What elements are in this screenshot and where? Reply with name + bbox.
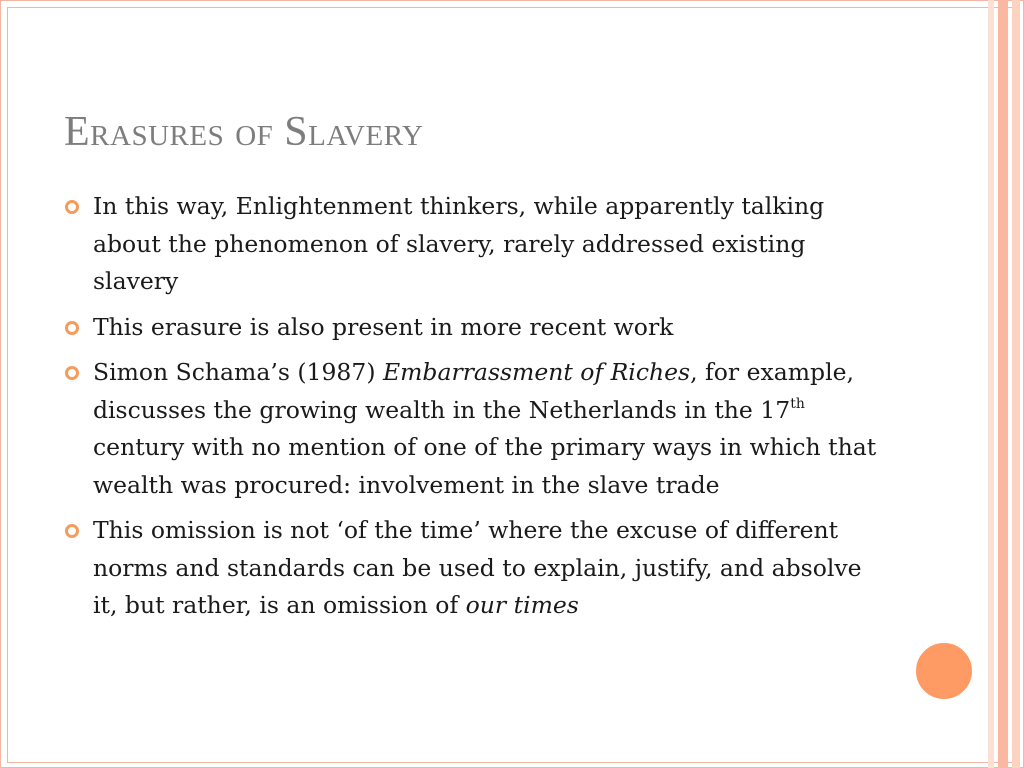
decorative-bar <box>988 0 994 768</box>
bullet-text-end: century with no mention of one of the primary ways in which that wealth was procured: involvement in the slave trade <box>93 433 877 499</box>
bullet-text-middle: , for example, discusses the growing wealth in the Netherlands in the 17 <box>93 358 854 424</box>
bullet-item <box>93 309 883 347</box>
slide-title: Erasures of Slavery <box>64 109 424 155</box>
book-title: Embarrassment of Riches <box>382 358 691 386</box>
ordinal-suffix: th <box>790 395 805 412</box>
decorative-bar <box>998 0 1008 768</box>
decorative-circle <box>913 640 975 702</box>
bullet-icon <box>65 366 79 380</box>
bullet-item <box>93 512 883 625</box>
bullet-list <box>93 188 883 633</box>
bullet-icon <box>65 321 79 335</box>
bullet-item <box>93 188 883 301</box>
bullet-icon <box>65 524 79 538</box>
right-decorative-bars <box>980 0 1024 768</box>
bullet-text: This erasure is also present in more recent work <box>93 312 674 341</box>
bullet-icon <box>65 200 79 214</box>
bullet-text-start: Simon Schama’s (1987) <box>93 358 383 386</box>
bullet-item <box>93 354 883 504</box>
bullet-text: In this way, Enlightenment thinkers, while apparently talking about the phenomenon of slavery, rarely addressed existing slavery <box>93 192 825 295</box>
bullet-text-start: This omission is not ‘of the time’ where the excuse of different norms and standards can be used to explain, justify, and absolve it, but rather, is an omission of <box>93 516 862 619</box>
emphasis-text: our times <box>465 591 579 619</box>
decorative-bar <box>1012 0 1020 768</box>
